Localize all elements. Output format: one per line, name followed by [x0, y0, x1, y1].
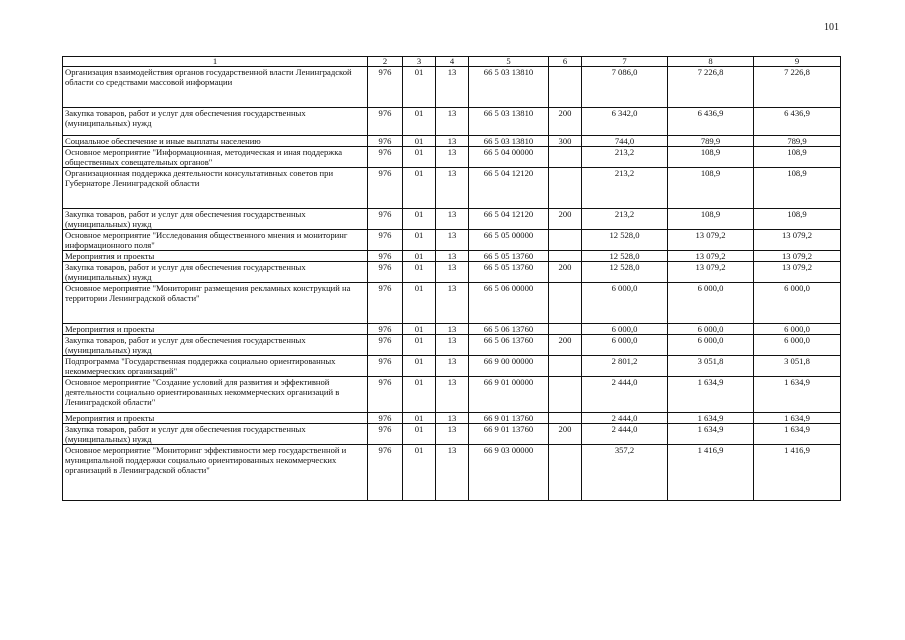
target-article-code: 66 5 03 13810: [469, 108, 549, 136]
section-code: 01: [403, 251, 436, 262]
section-code: 01: [403, 168, 436, 209]
table-row: [63, 147, 841, 168]
table-row: [63, 230, 841, 251]
target-article-code: 66 9 01 00000: [469, 377, 549, 413]
table-row: [63, 136, 841, 147]
amount-year-3: 6 000,0: [754, 335, 841, 356]
column-header: 2: [368, 57, 403, 67]
target-article-code: 66 9 01 13760: [469, 413, 549, 424]
expense-type-code: [549, 168, 582, 209]
section-code: 01: [403, 209, 436, 230]
target-article-code: 66 5 05 13760: [469, 251, 549, 262]
row-name: Подпрограмма "Государственная поддержка социально ориентированных некоммерческих организаций": [63, 356, 368, 377]
column-header: 1: [63, 57, 368, 67]
amount-year-2: 13 079,2: [668, 262, 754, 283]
target-article-code: 66 5 03 13810: [469, 67, 549, 108]
row-name: Закупка товаров, работ и услуг для обеспечения государственных (муниципальных) нужд: [63, 424, 368, 445]
grbs-code: 976: [368, 262, 403, 283]
expense-type-code: 200: [549, 335, 582, 356]
amount-year-1: 6 342,0: [582, 108, 668, 136]
table-row: [63, 413, 841, 424]
section-code: 01: [403, 136, 436, 147]
target-article-code: 66 9 03 00000: [469, 445, 549, 501]
subsection-code: 13: [436, 230, 469, 251]
column-header: 8: [668, 57, 754, 67]
amount-year-2: 789,9: [668, 136, 754, 147]
section-code: 01: [403, 424, 436, 445]
grbs-code: 976: [368, 324, 403, 335]
grbs-code: 976: [368, 147, 403, 168]
amount-year-1: 2 444,0: [582, 413, 668, 424]
expense-type-code: [549, 356, 582, 377]
row-name: Мероприятия и проекты: [63, 251, 368, 262]
table-row: [63, 67, 841, 108]
amount-year-2: 6 000,0: [668, 335, 754, 356]
amount-year-3: 1 416,9: [754, 445, 841, 501]
row-name: Мероприятия и проекты: [63, 413, 368, 424]
grbs-code: 976: [368, 230, 403, 251]
amount-year-1: 7 086,0: [582, 67, 668, 108]
row-name: Закупка товаров, работ и услуг для обеспечения государственных (муниципальных) нужд: [63, 108, 368, 136]
amount-year-2: 108,9: [668, 147, 754, 168]
subsection-code: 13: [436, 324, 469, 335]
subsection-code: 13: [436, 424, 469, 445]
table-row: [63, 445, 841, 501]
subsection-code: 13: [436, 445, 469, 501]
amount-year-3: 6 000,0: [754, 283, 841, 324]
row-name: Основное мероприятие "Информационная, методическая и иная поддержка общественных совещательных органов": [63, 147, 368, 168]
grbs-code: 976: [368, 283, 403, 324]
column-header: 9: [754, 57, 841, 67]
row-name: Основное мероприятие "Мониторинг размещения рекламных конструкций на территории Ленинградской области": [63, 283, 368, 324]
section-code: 01: [403, 283, 436, 324]
row-name: Организационная поддержка деятельности консультативных советов при Губернаторе Ленинградской области: [63, 168, 368, 209]
table-row: [63, 262, 841, 283]
amount-year-1: 213,2: [582, 168, 668, 209]
grbs-code: 976: [368, 108, 403, 136]
amount-year-2: 1 634,9: [668, 413, 754, 424]
column-header: 3: [403, 57, 436, 67]
target-article-code: 66 9 00 00000: [469, 356, 549, 377]
amount-year-1: 12 528,0: [582, 262, 668, 283]
grbs-code: 976: [368, 445, 403, 501]
row-name: Закупка товаров, работ и услуг для обеспечения государственных (муниципальных) нужд: [63, 262, 368, 283]
table-header-row: [63, 57, 841, 67]
grbs-code: 976: [368, 413, 403, 424]
grbs-code: 976: [368, 67, 403, 108]
section-code: 01: [403, 377, 436, 413]
table-row: [63, 424, 841, 445]
amount-year-1: 2 801,2: [582, 356, 668, 377]
subsection-code: 13: [436, 209, 469, 230]
expense-type-code: [549, 445, 582, 501]
amount-year-3: 789,9: [754, 136, 841, 147]
column-header: 7: [582, 57, 668, 67]
section-code: 01: [403, 356, 436, 377]
amount-year-3: 1 634,9: [754, 377, 841, 413]
amount-year-3: 13 079,2: [754, 251, 841, 262]
amount-year-2: 1 634,9: [668, 377, 754, 413]
column-header: 4: [436, 57, 469, 67]
section-code: 01: [403, 262, 436, 283]
table-row: [63, 356, 841, 377]
amount-year-2: 108,9: [668, 168, 754, 209]
amount-year-1: 744,0: [582, 136, 668, 147]
subsection-code: 13: [436, 108, 469, 136]
amount-year-3: 6 436,9: [754, 108, 841, 136]
subsection-code: 13: [436, 168, 469, 209]
amount-year-3: 1 634,9: [754, 413, 841, 424]
target-article-code: 66 5 06 13760: [469, 335, 549, 356]
target-article-code: 66 5 05 00000: [469, 230, 549, 251]
expense-type-code: 200: [549, 209, 582, 230]
table-row: [63, 168, 841, 209]
target-article-code: 66 5 04 12120: [469, 168, 549, 209]
amount-year-1: 2 444,0: [582, 377, 668, 413]
page-number: 101: [824, 22, 839, 33]
row-name: Закупка товаров, работ и услуг для обеспечения государственных (муниципальных) нужд: [63, 209, 368, 230]
amount-year-2: 3 051,8: [668, 356, 754, 377]
section-code: 01: [403, 230, 436, 251]
row-name: Основное мероприятие "Создание условий для развития и эффективной деятельности социально ориентированных некоммерческих организаций в Ленинградской области": [63, 377, 368, 413]
amount-year-1: 12 528,0: [582, 230, 668, 251]
amount-year-2: 108,9: [668, 209, 754, 230]
subsection-code: 13: [436, 413, 469, 424]
section-code: 01: [403, 445, 436, 501]
table-row: [63, 377, 841, 413]
amount-year-1: 12 528,0: [582, 251, 668, 262]
subsection-code: 13: [436, 283, 469, 324]
amount-year-3: 108,9: [754, 209, 841, 230]
amount-year-1: 213,2: [582, 209, 668, 230]
target-article-code: 66 5 06 13760: [469, 324, 549, 335]
expense-type-code: 200: [549, 424, 582, 445]
table-row: [63, 324, 841, 335]
row-name: Закупка товаров, работ и услуг для обеспечения государственных (муниципальных) нужд: [63, 335, 368, 356]
amount-year-1: 6 000,0: [582, 324, 668, 335]
table-row: [63, 335, 841, 356]
table-row: [63, 251, 841, 262]
subsection-code: 13: [436, 356, 469, 377]
target-article-code: 66 5 06 00000: [469, 283, 549, 324]
amount-year-2: 1 634,9: [668, 424, 754, 445]
subsection-code: 13: [436, 335, 469, 356]
amount-year-2: 13 079,2: [668, 230, 754, 251]
row-name: Мероприятия и проекты: [63, 324, 368, 335]
amount-year-1: 6 000,0: [582, 283, 668, 324]
amount-year-3: 3 051,8: [754, 356, 841, 377]
amount-year-3: 13 079,2: [754, 262, 841, 283]
row-name: Основное мероприятие "Мониторинг эффективности мер государственной и муниципальной поддержки социально ориентированных некоммерческих организаций в Ленинградской области": [63, 445, 368, 501]
subsection-code: 13: [436, 67, 469, 108]
amount-year-2: 6 000,0: [668, 324, 754, 335]
target-article-code: 66 5 04 00000: [469, 147, 549, 168]
table-row: [63, 209, 841, 230]
expense-type-code: [549, 377, 582, 413]
amount-year-3: 1 634,9: [754, 424, 841, 445]
budget-table: [62, 56, 841, 501]
section-code: 01: [403, 147, 436, 168]
amount-year-3: 13 079,2: [754, 230, 841, 251]
expense-type-code: [549, 67, 582, 108]
amount-year-2: 1 416,9: [668, 445, 754, 501]
amount-year-3: 6 000,0: [754, 324, 841, 335]
subsection-code: 13: [436, 147, 469, 168]
expense-type-code: [549, 324, 582, 335]
target-article-code: 66 5 05 13760: [469, 262, 549, 283]
target-article-code: 66 9 01 13760: [469, 424, 549, 445]
expense-type-code: 200: [549, 262, 582, 283]
section-code: 01: [403, 67, 436, 108]
amount-year-1: 6 000,0: [582, 335, 668, 356]
grbs-code: 976: [368, 424, 403, 445]
amount-year-2: 7 226,8: [668, 67, 754, 108]
expense-type-code: 300: [549, 136, 582, 147]
table-row: [63, 283, 841, 324]
expense-type-code: [549, 413, 582, 424]
row-name: Социальное обеспечение и иные выплаты населению: [63, 136, 368, 147]
row-name: Основное мероприятие "Исследования общественного мнения и мониторинг информационного поля": [63, 230, 368, 251]
amount-year-2: 6 000,0: [668, 283, 754, 324]
subsection-code: 13: [436, 377, 469, 413]
expense-type-code: [549, 251, 582, 262]
amount-year-2: 13 079,2: [668, 251, 754, 262]
amount-year-3: 7 226,8: [754, 67, 841, 108]
grbs-code: 976: [368, 335, 403, 356]
subsection-code: 13: [436, 136, 469, 147]
row-name: Организация взаимодействия органов государственной власти Ленинградской области со средствами массовой информации: [63, 67, 368, 108]
expense-type-code: [549, 230, 582, 251]
expense-type-code: 200: [549, 108, 582, 136]
table-row: [63, 108, 841, 136]
table-body: [63, 57, 841, 501]
grbs-code: 976: [368, 251, 403, 262]
target-article-code: 66 5 03 13810: [469, 136, 549, 147]
section-code: 01: [403, 108, 436, 136]
grbs-code: 976: [368, 168, 403, 209]
target-article-code: 66 5 04 12120: [469, 209, 549, 230]
grbs-code: 976: [368, 136, 403, 147]
expense-type-code: [549, 147, 582, 168]
amount-year-1: 357,2: [582, 445, 668, 501]
amount-year-1: 2 444,0: [582, 424, 668, 445]
amount-year-1: 213,2: [582, 147, 668, 168]
amount-year-2: 6 436,9: [668, 108, 754, 136]
grbs-code: 976: [368, 377, 403, 413]
grbs-code: 976: [368, 356, 403, 377]
section-code: 01: [403, 324, 436, 335]
amount-year-3: 108,9: [754, 168, 841, 209]
amount-year-3: 108,9: [754, 147, 841, 168]
column-header: 5: [469, 57, 549, 67]
section-code: 01: [403, 335, 436, 356]
subsection-code: 13: [436, 251, 469, 262]
subsection-code: 13: [436, 262, 469, 283]
expense-type-code: [549, 283, 582, 324]
column-header: 6: [549, 57, 582, 67]
section-code: 01: [403, 413, 436, 424]
grbs-code: 976: [368, 209, 403, 230]
